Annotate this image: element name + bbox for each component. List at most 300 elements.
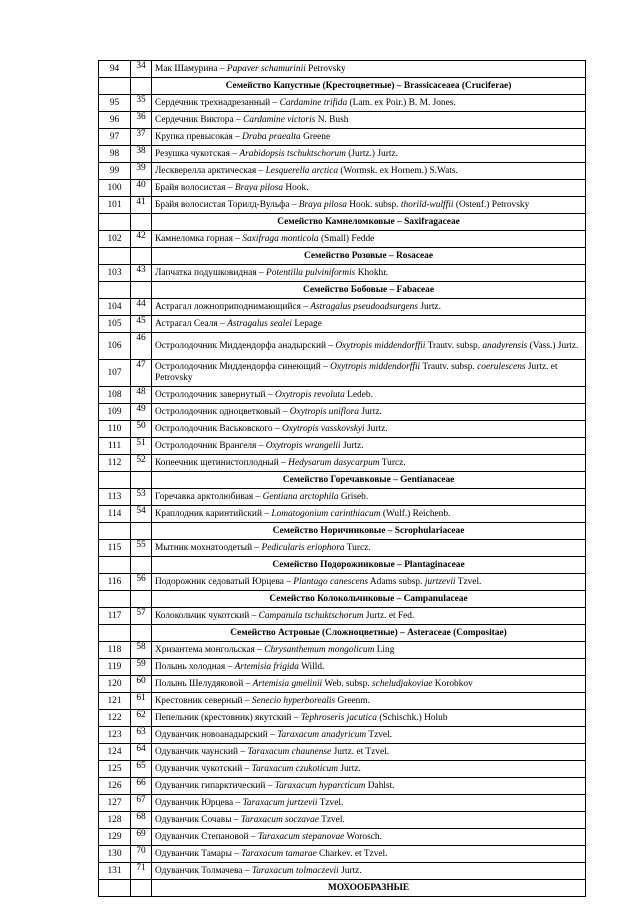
family-heading: Семейство Бобовые – Fabaceae	[152, 282, 586, 299]
russian-name: Резушка чукотская –	[155, 148, 240, 159]
author-citation: (Small) Fedde	[318, 233, 375, 244]
species-name-cell	[152, 112, 586, 129]
russian-name: Остролодочник Врангеля –	[155, 440, 266, 451]
local-number: 67	[131, 795, 152, 812]
family-heading: Семейство Астровые (Сложноцветные) – Asteraceae (Compositae)	[152, 625, 586, 642]
latin-name: Arabidopsis tschuktschorum	[239, 148, 346, 159]
author-citation: (Wulf.) Reichenb.	[380, 508, 451, 519]
family-row	[99, 625, 586, 642]
author-citation: Jurtz.	[364, 423, 388, 434]
table-row	[99, 659, 586, 676]
row-number-cell	[99, 523, 131, 540]
table-row	[99, 608, 586, 625]
family-row	[99, 214, 586, 231]
row-number-cell	[99, 591, 131, 608]
author-citation: Trautv. subsp.	[420, 362, 478, 372]
author-citation: Ling	[374, 644, 395, 655]
latin-name: Gentiana arctophila	[262, 491, 339, 502]
latin-name: Oxytropis vasskovskyi	[281, 423, 365, 434]
latin-name: Artemisia gmelinii	[252, 678, 323, 689]
row-number-cell	[99, 78, 131, 95]
russian-name: Колокольчик чукотский –	[155, 610, 259, 621]
russian-name: Остролодочник Васьковского –	[155, 423, 282, 434]
russian-name: Брайя волосистая –	[155, 182, 235, 193]
table-row	[99, 846, 586, 863]
row-number: 113	[99, 489, 131, 506]
russian-name: Брайя волосистая Торилд-Вульфа –	[155, 199, 299, 210]
local-number: 57	[131, 608, 152, 625]
row-number-cell	[99, 625, 131, 642]
family-row	[99, 472, 586, 489]
row-number: 102	[99, 231, 131, 248]
species-name-cell	[152, 829, 586, 846]
row-number: 95	[99, 95, 131, 112]
species-name-cell	[152, 360, 586, 387]
local-number: 46	[131, 333, 152, 360]
russian-name: Одуванчик Толмачева –	[155, 865, 252, 876]
latin-name: Taraxacum stepanovae	[257, 831, 345, 842]
local-number-cell	[131, 523, 152, 540]
species-name-cell	[152, 846, 586, 863]
row-number: 123	[99, 727, 131, 744]
latin-name: Braya pilosa	[234, 182, 284, 193]
table-row	[99, 710, 586, 727]
family-row	[99, 282, 586, 299]
family-heading: МОХООБРАЗНЫЕ	[152, 880, 586, 897]
row-number: 104	[99, 299, 131, 316]
table-row	[99, 676, 586, 693]
latin-name: Saxifraga monticola	[242, 233, 319, 244]
latin-subspecies: jurtzevii	[424, 576, 456, 587]
species-name-cell	[152, 744, 586, 761]
row-number-cell	[99, 880, 131, 897]
author-citation: Petrovsky	[305, 63, 346, 74]
table-row	[99, 163, 586, 180]
row-number: 107	[99, 360, 131, 387]
author-citation: Hook. subsp.	[346, 199, 401, 210]
russian-name: Одуванчик Тамары –	[155, 848, 242, 859]
latin-name: Taraxacum soczavae	[240, 814, 319, 825]
author-citation: (Jurtz.) Jurtz.	[345, 148, 398, 159]
subspecies-author: Korobkov	[432, 678, 473, 689]
family-row	[99, 591, 586, 608]
local-number: 39	[131, 163, 152, 180]
table-row	[99, 863, 586, 880]
row-number: 103	[99, 265, 131, 282]
species-name-cell	[152, 163, 586, 180]
author-citation: Jurtz.	[338, 865, 362, 876]
row-number: 110	[99, 421, 131, 438]
subspecies-author: Tzvel.	[455, 576, 482, 587]
latin-name: Artemisia frigida	[234, 661, 299, 672]
family-heading: Семейство Колокольчиковые – Campanulaceae	[152, 591, 586, 608]
local-number: 63	[131, 727, 152, 744]
row-number: 101	[99, 197, 131, 214]
russian-name: Одуванчик гипарктический –	[155, 780, 275, 791]
local-number: 43	[131, 265, 152, 282]
species-name-cell	[152, 574, 586, 591]
species-name-cell	[152, 863, 586, 880]
author-citation: Dahlst.	[365, 780, 395, 791]
author-citation: Greenm.	[335, 695, 371, 706]
russian-name: Полынь Шелудяковой –	[155, 678, 253, 689]
author-citation: Tzvel.	[366, 729, 393, 740]
species-name-cell	[152, 61, 586, 78]
table-row	[99, 95, 586, 112]
local-number: 48	[131, 387, 152, 404]
latin-name: Senecio hyperborealis	[251, 695, 336, 706]
local-number: 37	[131, 129, 152, 146]
species-name-cell	[152, 540, 586, 557]
local-number: 38	[131, 146, 152, 163]
local-number: 69	[131, 829, 152, 846]
table-row	[99, 146, 586, 163]
species-name-cell	[152, 95, 586, 112]
table-row	[99, 574, 586, 591]
table-row	[99, 455, 586, 472]
row-number: 105	[99, 316, 131, 333]
latin-name: Campanula tschuktschorum	[258, 610, 364, 621]
latin-subspecies: scheludjakoviae	[372, 678, 433, 689]
latin-name: Lesquerella arctica	[265, 165, 339, 176]
latin-name: Draba praealta	[242, 131, 301, 142]
row-number: 109	[99, 404, 131, 421]
author-citation: Jurtz. et Tzvel.	[331, 746, 390, 757]
latin-name: Potentilla pulviniformis	[266, 267, 356, 278]
row-number-cell	[99, 214, 131, 231]
row-number: 98	[99, 146, 131, 163]
russian-name: Лапчатка подушковидная –	[155, 267, 267, 278]
table-row	[99, 197, 586, 214]
latin-name: Lomatogonium carinthiacum	[271, 508, 381, 519]
author-citation: Tzvel.	[318, 814, 345, 825]
russian-name: Астрагал Сеаля –	[155, 318, 228, 329]
species-name-cell	[152, 642, 586, 659]
latin-name: Oxytropis uniflora	[289, 406, 359, 417]
species-name-cell	[152, 727, 586, 744]
row-number: 130	[99, 846, 131, 863]
table-row	[99, 421, 586, 438]
local-number: 45	[131, 316, 152, 333]
species-name-cell	[152, 146, 586, 163]
table-row	[99, 129, 586, 146]
local-number: 52	[131, 455, 152, 472]
row-number: 125	[99, 761, 131, 778]
local-number: 36	[131, 112, 152, 129]
author-citation: Tzvel.	[317, 797, 344, 808]
local-number: 60	[131, 676, 152, 693]
local-number-cell	[131, 591, 152, 608]
latin-name: Cardamine trifida	[279, 97, 348, 108]
table-row	[99, 693, 586, 710]
author-citation: (Lam. ex Poir.) B. M. Jones.	[347, 97, 456, 108]
species-name-cell	[152, 778, 586, 795]
row-number: 122	[99, 710, 131, 727]
local-number: 70	[131, 846, 152, 863]
russian-name: Мытник мохнатоодетый –	[155, 542, 262, 553]
local-number: 50	[131, 421, 152, 438]
species-name-cell	[152, 608, 586, 625]
author-citation: Jurtz. et Fed.	[363, 610, 415, 621]
table-row	[99, 778, 586, 795]
species-table-body	[99, 61, 586, 897]
local-number-cell	[131, 472, 152, 489]
latin-name: Taraxacum anadyricum	[277, 729, 367, 740]
local-number: 54	[131, 506, 152, 523]
species-name-cell	[152, 231, 586, 248]
russian-name: Одуванчик чукотский –	[155, 763, 252, 774]
table-row	[99, 795, 586, 812]
local-number: 59	[131, 659, 152, 676]
local-number-cell	[131, 625, 152, 642]
table-row	[99, 506, 586, 523]
local-number-cell	[131, 880, 152, 897]
species-name-cell	[152, 404, 586, 421]
latin-name: Oxytropis revoluta	[274, 389, 345, 400]
table-row	[99, 180, 586, 197]
table-row	[99, 812, 586, 829]
local-number: 62	[131, 710, 152, 727]
local-number: 41	[131, 197, 152, 214]
latin-name: Taraxacum chaunense	[247, 746, 332, 757]
table-row	[99, 744, 586, 761]
row-number: 94	[99, 61, 131, 78]
local-number: 49	[131, 404, 152, 421]
subspecies-author: Jurtz. et Petrovsky	[155, 362, 558, 383]
russian-name: Астрагал ложноприподнимающийся –	[155, 301, 311, 312]
author-citation: Griseb.	[338, 491, 369, 502]
author-citation: Jurtz.	[418, 301, 441, 312]
latin-name: Chrysanthemum mongolicum	[264, 644, 375, 655]
species-name-cell	[152, 299, 586, 316]
family-heading: Семейство Розовые – Rosaceae	[152, 248, 586, 265]
row-number: 127	[99, 795, 131, 812]
family-row	[99, 78, 586, 95]
russian-name: Мак Шамурина –	[155, 63, 227, 74]
local-number-cell	[131, 78, 152, 95]
author-citation: (Schischk.) Holub	[376, 712, 448, 723]
latin-subspecies: anadyrensis	[482, 340, 528, 351]
author-citation: Turcz.	[379, 457, 406, 468]
russian-name: Одуванчик чаунский –	[155, 746, 248, 757]
row-number: 119	[99, 659, 131, 676]
table-row	[99, 387, 586, 404]
local-number: 64	[131, 744, 152, 761]
row-number: 112	[99, 455, 131, 472]
row-number: 111	[99, 438, 131, 455]
russian-name: Полынь холодная –	[155, 661, 235, 672]
row-number-cell	[99, 472, 131, 489]
latin-name: Cardamine victoris	[243, 114, 316, 125]
species-name-cell	[152, 812, 586, 829]
subspecies-author: (Ostenf.) Petrovsky	[453, 199, 530, 210]
species-name-cell	[152, 421, 586, 438]
local-number: 51	[131, 438, 152, 455]
row-number: 116	[99, 574, 131, 591]
local-number: 71	[131, 863, 152, 880]
row-number: 126	[99, 778, 131, 795]
row-number: 100	[99, 180, 131, 197]
latin-name: Taraxacum jurtzevii	[242, 797, 318, 808]
species-table	[98, 60, 586, 897]
table-row	[99, 333, 586, 360]
table-row	[99, 540, 586, 557]
table-row	[99, 489, 586, 506]
russian-name: Остролодочник завернутый –	[155, 389, 275, 400]
row-number: 106	[99, 333, 131, 360]
species-name-cell	[152, 333, 586, 360]
row-number: 115	[99, 540, 131, 557]
russian-name: Остролодочник Миддендорфа анадырский –	[155, 340, 336, 351]
russian-name: Пепельник (крестовник) якутский –	[155, 712, 301, 723]
author-citation: Hook.	[283, 182, 309, 193]
author-citation: Jurtz.	[340, 440, 364, 451]
table-row	[99, 438, 586, 455]
species-name-cell	[152, 265, 586, 282]
latin-name: Oxytropis wrangelii	[265, 440, 341, 451]
row-number: 117	[99, 608, 131, 625]
local-number: 34	[131, 61, 152, 78]
table-row	[99, 231, 586, 248]
table-row	[99, 404, 586, 421]
russian-name: Одуванчик Степановой –	[155, 831, 258, 842]
table-row	[99, 727, 586, 744]
latin-name: Taraxacum tolmaczevii	[251, 865, 339, 876]
local-number-cell	[131, 282, 152, 299]
species-name-cell	[152, 693, 586, 710]
latin-name: Astragalus sealei	[227, 318, 292, 329]
local-number: 55	[131, 540, 152, 557]
latin-name: Taraxacum tamarae	[241, 848, 317, 859]
russian-name: Одуванчик новоанадырский –	[155, 729, 278, 740]
species-name-cell	[152, 455, 586, 472]
latin-name: Pedicularis eriophora	[261, 542, 345, 553]
russian-name: Краплодник каринтийский –	[155, 508, 272, 519]
family-heading: Семейство Капустные (Крестоцветные) – Brassicaceaea (Cruciferae)	[152, 78, 586, 95]
author-citation: (Wormsk. ex Hornem.) S.Wats.	[338, 165, 458, 176]
local-number: 44	[131, 299, 152, 316]
table-row	[99, 265, 586, 282]
table-row	[99, 761, 586, 778]
author-citation: Trautv. subsp.	[425, 340, 483, 351]
row-number: 118	[99, 642, 131, 659]
family-heading: Семейство Горечавковые – Gentianaceae	[152, 472, 586, 489]
latin-name: Taraxacum czukoticum	[251, 763, 338, 774]
latin-name: Astragalus pseudoadsurgens	[310, 301, 419, 312]
row-number: 131	[99, 863, 131, 880]
local-number: 53	[131, 489, 152, 506]
local-number: 68	[131, 812, 152, 829]
row-number: 120	[99, 676, 131, 693]
local-number: 47	[131, 360, 152, 387]
russian-name: Хризантема монгольская –	[155, 644, 265, 655]
row-number-cell	[99, 282, 131, 299]
species-name-cell	[152, 795, 586, 812]
species-name-cell	[152, 129, 586, 146]
species-name-cell	[152, 180, 586, 197]
russian-name: Лесквереллa арктическая –	[155, 165, 266, 176]
latin-name: Taraxacum hyparcticum	[274, 780, 366, 791]
author-citation: Greene	[300, 131, 331, 142]
row-number: 99	[99, 163, 131, 180]
latin-name: Papaver schamurinii	[226, 63, 306, 74]
local-number: 35	[131, 95, 152, 112]
latin-name: Oxytropis middendorffii	[335, 340, 426, 351]
family-row	[99, 523, 586, 540]
family-heading: Семейство Подорожниковые – Plantaginaceae	[152, 557, 586, 574]
table-row	[99, 829, 586, 846]
local-number: 40	[131, 180, 152, 197]
russian-name: Камнеломка горная –	[155, 233, 243, 244]
latin-name: Plantago canescens	[293, 576, 369, 587]
author-citation: Khokhr.	[355, 267, 389, 278]
latin-subspecies: coerulescens	[477, 362, 526, 372]
author-citation: Jurtz.	[337, 763, 361, 774]
species-name-cell	[152, 387, 586, 404]
author-citation: N. Bush	[315, 114, 349, 125]
family-row	[99, 557, 586, 574]
table-row	[99, 360, 586, 387]
author-citation: Lepage	[291, 318, 322, 329]
russian-name: Копеечник щетинистоплодный –	[155, 457, 289, 468]
russian-name: Одуванчик Сочавы –	[155, 814, 241, 825]
latin-name: Hedysarum dasycarpum	[288, 457, 380, 468]
russian-name: Крестовник северный –	[155, 695, 252, 706]
author-citation: Ledeb.	[344, 389, 373, 400]
local-number: 65	[131, 761, 152, 778]
russian-name: Остролодочник Миддендорфа синеющий –	[155, 362, 331, 372]
local-number: 61	[131, 693, 152, 710]
local-number: 42	[131, 231, 152, 248]
local-number-cell	[131, 248, 152, 265]
row-number: 128	[99, 812, 131, 829]
species-name-cell	[152, 489, 586, 506]
row-number: 124	[99, 744, 131, 761]
latin-name: Tephroseris jacutica	[300, 712, 377, 723]
species-name-cell	[152, 197, 586, 214]
author-citation: Turcz.	[344, 542, 371, 553]
subspecies-author: (Vass.) Jurtz.	[527, 340, 579, 351]
author-citation: Adams subsp.	[368, 576, 425, 587]
table-row	[99, 316, 586, 333]
species-name-cell	[152, 316, 586, 333]
author-citation: Worosch.	[344, 831, 382, 842]
row-number: 121	[99, 693, 131, 710]
family-heading: Семейство Камнеломковые – Saxifragaceae	[152, 214, 586, 231]
latin-name: Braya pilosa	[298, 199, 347, 210]
russian-name: Сердечник трехнадрезанный –	[155, 97, 280, 108]
table-row	[99, 61, 586, 78]
table-row	[99, 299, 586, 316]
species-name-cell	[152, 506, 586, 523]
author-citation: Charkev. et Tzvel.	[316, 848, 388, 859]
row-number-cell	[99, 557, 131, 574]
row-number-cell	[99, 248, 131, 265]
family-row	[99, 880, 586, 897]
local-number-cell	[131, 214, 152, 231]
russian-name: Горечавка арктолюбивая –	[155, 491, 263, 502]
species-name-cell	[152, 676, 586, 693]
species-name-cell	[152, 710, 586, 727]
russian-name: Крупка превысокая –	[155, 131, 243, 142]
row-number: 97	[99, 129, 131, 146]
family-heading: Семейство Норичниковые – Scrophulariaceae	[152, 523, 586, 540]
species-name-cell	[152, 659, 586, 676]
row-number: 129	[99, 829, 131, 846]
family-row	[99, 248, 586, 265]
russian-name: Подорожник седоватый Юрцева –	[155, 576, 294, 587]
row-number: 108	[99, 387, 131, 404]
